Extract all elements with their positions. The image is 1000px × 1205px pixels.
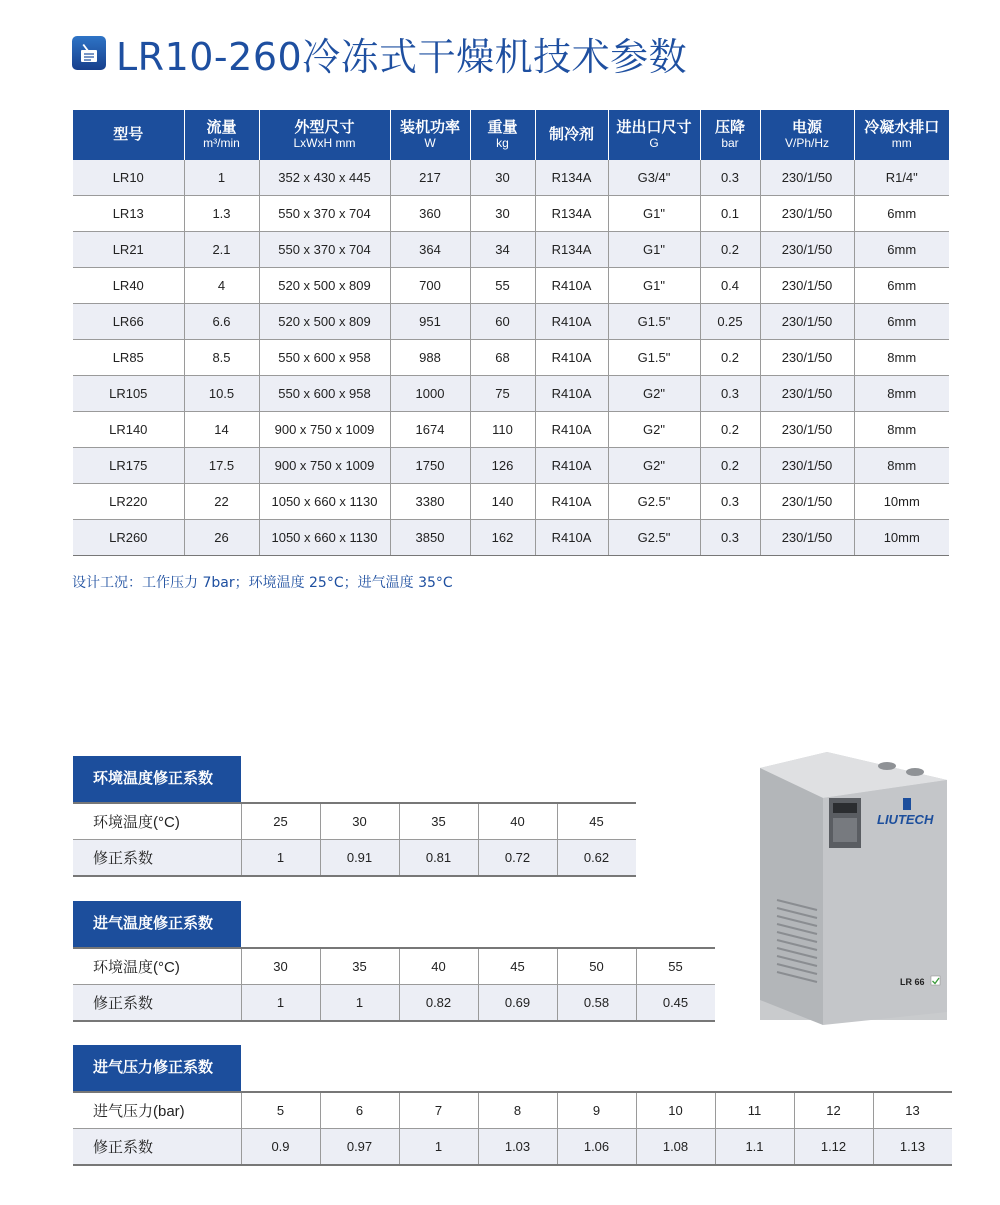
table-cell: 520 x 500 x 809: [259, 268, 390, 304]
table-cell: 352 x 430 x 445: [259, 160, 390, 196]
correction-row: [73, 1129, 952, 1166]
table-cell: 360: [390, 196, 470, 232]
table-cell: G2.5": [608, 484, 700, 520]
table-cell: R410A: [535, 412, 608, 448]
correction-row: [73, 1092, 952, 1129]
table-cell: 6mm: [854, 232, 949, 268]
table-cell: 1050 x 660 x 1130: [259, 520, 390, 556]
spec-header-sub: V/Ph/Hz: [784, 135, 829, 150]
table-row: [73, 340, 949, 376]
table-cell: 8.5: [184, 340, 259, 376]
spec-header-0: [73, 110, 184, 160]
table-cell: 126: [470, 448, 535, 484]
table-cell: 0.3: [700, 376, 760, 412]
correction-cell: 1: [241, 840, 320, 877]
table-cell: R410A: [535, 340, 608, 376]
table-cell: 8mm: [854, 412, 949, 448]
spec-header-sub: W: [424, 135, 436, 150]
table-cell: G2.5": [608, 520, 700, 556]
table-cell: 550 x 600 x 958: [259, 376, 390, 412]
table-cell: 4: [184, 268, 259, 304]
correction-cell: 1.06: [557, 1129, 636, 1166]
table-cell: R410A: [535, 448, 608, 484]
table-cell: 14: [184, 412, 259, 448]
model-label: LR 66: [900, 977, 925, 987]
table-cell: 364: [390, 232, 470, 268]
correction-cell: 0.45: [636, 985, 715, 1022]
table-cell: 230/1/50: [760, 232, 854, 268]
correction-cell: 50: [557, 948, 636, 985]
table-cell: LR21: [73, 232, 184, 268]
table-cell: 230/1/50: [760, 484, 854, 520]
inlet-pressure-correction: [73, 1045, 952, 1166]
correction-cell: 7: [399, 1092, 478, 1129]
table-cell: 1674: [390, 412, 470, 448]
correction-cell: 1.13: [873, 1129, 952, 1166]
table-cell: 988: [390, 340, 470, 376]
correction-table: [73, 1091, 952, 1166]
correction-cell: 0.81: [399, 840, 478, 877]
table-cell: 1050 x 660 x 1130: [259, 484, 390, 520]
spec-header-main: 压降: [714, 119, 745, 137]
table-cell: LR220: [73, 484, 184, 520]
table-cell: 1.3: [184, 196, 259, 232]
document-pen-icon: [72, 36, 106, 70]
correction-row: [73, 985, 715, 1022]
table-cell: 217: [390, 160, 470, 196]
spec-header-main: 装机功率: [399, 119, 460, 137]
table-cell: 550 x 370 x 704: [259, 196, 390, 232]
table-cell: 26: [184, 520, 259, 556]
table-cell: LR175: [73, 448, 184, 484]
table-cell: 10.5: [184, 376, 259, 412]
spec-header-8: [760, 110, 854, 160]
table-cell: 0.3: [700, 484, 760, 520]
table-cell: R410A: [535, 268, 608, 304]
correction-cell: 0.58: [557, 985, 636, 1022]
table-cell: 8mm: [854, 448, 949, 484]
table-cell: 230/1/50: [760, 376, 854, 412]
correction-cell: 8: [478, 1092, 557, 1129]
table-cell: G1.5": [608, 304, 700, 340]
table-row: [73, 484, 949, 520]
table-cell: G2": [608, 448, 700, 484]
correction-row-label: 进气压力(bar): [73, 1092, 241, 1129]
spec-header-9: [854, 110, 949, 160]
spec-header-main: 进出口尺寸: [616, 119, 692, 137]
table-cell: R410A: [535, 520, 608, 556]
correction-cell: 0.82: [399, 985, 478, 1022]
table-cell: LR66: [73, 304, 184, 340]
table-cell: 10mm: [854, 484, 949, 520]
table-cell: 900 x 750 x 1009: [259, 448, 390, 484]
table-cell: R134A: [535, 232, 608, 268]
table-cell: 17.5: [184, 448, 259, 484]
table-cell: 550 x 600 x 958: [259, 340, 390, 376]
spec-header-main: 冷凝水排口: [864, 119, 940, 137]
table-cell: 0.2: [700, 232, 760, 268]
table-row: [73, 232, 949, 268]
table-cell: 0.4: [700, 268, 760, 304]
table-cell: 140: [470, 484, 535, 520]
table-cell: 68: [470, 340, 535, 376]
correction-title: 进气压力修正系数: [73, 1045, 241, 1091]
inlet-temp-correction: [73, 901, 715, 1022]
table-cell: 8mm: [854, 340, 949, 376]
product-image: [755, 750, 965, 1025]
correction-cell: 0.91: [320, 840, 399, 877]
table-cell: 230/1/50: [760, 160, 854, 196]
correction-cell: 40: [478, 803, 557, 840]
correction-row-label: 环境温度(°C): [73, 948, 241, 985]
table-cell: LR85: [73, 340, 184, 376]
correction-cell: 6: [320, 1092, 399, 1129]
table-cell: 6mm: [854, 268, 949, 304]
correction-title: 环境温度修正系数: [73, 756, 241, 802]
table-cell: R134A: [535, 160, 608, 196]
table-cell: 162: [470, 520, 535, 556]
correction-cell: 12: [794, 1092, 873, 1129]
correction-cell: 30: [241, 948, 320, 985]
table-cell: 2.1: [184, 232, 259, 268]
table-row: [73, 160, 949, 196]
spec-header-main: 外型尺寸: [294, 119, 355, 137]
table-cell: LR140: [73, 412, 184, 448]
table-cell: G1": [608, 268, 700, 304]
table-cell: R134A: [535, 196, 608, 232]
table-cell: 10mm: [854, 520, 949, 556]
brand-logo: LIUTECH: [877, 812, 934, 827]
table-cell: 0.2: [700, 340, 760, 376]
table-cell: 75: [470, 376, 535, 412]
table-cell: 34: [470, 232, 535, 268]
table-cell: G1": [608, 196, 700, 232]
table-row: [73, 196, 949, 232]
spec-header-main: 型号: [113, 126, 144, 144]
correction-row: [73, 948, 715, 985]
correction-cell: 40: [399, 948, 478, 985]
table-cell: 55: [470, 268, 535, 304]
table-row: [73, 412, 949, 448]
correction-cell: 10: [636, 1092, 715, 1129]
spec-header-sub: kg: [496, 135, 509, 150]
correction-cell: 0.69: [478, 985, 557, 1022]
spec-header-1: [184, 110, 259, 160]
table-cell: 1000: [390, 376, 470, 412]
correction-cell: 25: [241, 803, 320, 840]
spec-header-6: [608, 110, 700, 160]
table-cell: 0.2: [700, 412, 760, 448]
correction-cell: 35: [399, 803, 478, 840]
table-cell: LR40: [73, 268, 184, 304]
correction-cell: 0.62: [557, 840, 636, 877]
table-row: [73, 268, 949, 304]
table-cell: LR13: [73, 196, 184, 232]
table-cell: 951: [390, 304, 470, 340]
table-cell: 230/1/50: [760, 196, 854, 232]
spec-header-main: 流量: [206, 119, 237, 137]
correction-title: 进气温度修正系数: [73, 901, 241, 947]
correction-row-label: 环境温度(°C): [73, 803, 241, 840]
correction-cell: 11: [715, 1092, 794, 1129]
table-cell: R410A: [535, 304, 608, 340]
correction-cell: 1.03: [478, 1129, 557, 1166]
table-row: [73, 448, 949, 484]
table-cell: G2": [608, 376, 700, 412]
correction-cell: 1: [399, 1129, 478, 1166]
page-title: LR10-260冷冻式干燥机技术参数: [116, 34, 688, 79]
table-cell: G1": [608, 232, 700, 268]
table-row: [73, 376, 949, 412]
correction-row: [73, 803, 636, 840]
correction-cell: 0.97: [320, 1129, 399, 1166]
spec-header-4: [470, 110, 535, 160]
table-cell: 520 x 500 x 809: [259, 304, 390, 340]
spec-header-3: [390, 110, 470, 160]
correction-cell: 1.12: [794, 1129, 873, 1166]
table-cell: 0.1: [700, 196, 760, 232]
table-row: [73, 520, 949, 556]
table-cell: 0.25: [700, 304, 760, 340]
spec-table: [73, 110, 949, 556]
table-cell: G1.5": [608, 340, 700, 376]
spec-header-2: [259, 110, 390, 160]
table-cell: 230/1/50: [760, 448, 854, 484]
correction-cell: 5: [241, 1092, 320, 1129]
correction-row-label: 修正系数: [73, 985, 241, 1022]
spec-header-5: [535, 110, 608, 160]
design-conditions-note: 设计工况：工作压力 7bar；环境温度 25°C；进气温度 35°C: [72, 575, 453, 591]
correction-cell: 1: [320, 985, 399, 1022]
spec-header-row: [73, 110, 949, 160]
correction-cell: 35: [320, 948, 399, 985]
correction-cell: 1: [241, 985, 320, 1022]
correction-cell: 0.9: [241, 1129, 320, 1166]
spec-header-sub: LxWxH mm: [293, 135, 356, 150]
table-cell: 1750: [390, 448, 470, 484]
spec-header-7: [700, 110, 760, 160]
correction-row-label: 修正系数: [73, 840, 241, 877]
table-cell: R1/4": [854, 160, 949, 196]
table-cell: G2": [608, 412, 700, 448]
table-cell: 230/1/50: [760, 304, 854, 340]
table-cell: 3380: [390, 484, 470, 520]
table-cell: LR260: [73, 520, 184, 556]
spec-header-sub: G: [649, 135, 659, 150]
correction-cell: 0.72: [478, 840, 557, 877]
correction-cell: 45: [478, 948, 557, 985]
ambient-temp-correction: [73, 756, 636, 877]
correction-cell: 13: [873, 1092, 952, 1129]
table-cell: 0.3: [700, 520, 760, 556]
spec-header-main: 电源: [791, 119, 822, 137]
table-cell: 0.3: [700, 160, 760, 196]
table-cell: 0.2: [700, 448, 760, 484]
table-cell: 30: [470, 160, 535, 196]
table-cell: 230/1/50: [760, 520, 854, 556]
table-cell: 550 x 370 x 704: [259, 232, 390, 268]
correction-cell: 1.1: [715, 1129, 794, 1166]
table-cell: 230/1/50: [760, 340, 854, 376]
correction-table: [73, 802, 636, 877]
table-cell: R410A: [535, 376, 608, 412]
page-title-row: [72, 28, 687, 78]
table-cell: R410A: [535, 484, 608, 520]
table-row: [73, 304, 949, 340]
spec-header-sub: bar: [721, 135, 739, 150]
table-cell: 6mm: [854, 196, 949, 232]
correction-cell: 9: [557, 1092, 636, 1129]
table-cell: G3/4": [608, 160, 700, 196]
correction-cell: 30: [320, 803, 399, 840]
table-cell: 700: [390, 268, 470, 304]
table-cell: 3850: [390, 520, 470, 556]
correction-cell: 1.08: [636, 1129, 715, 1166]
correction-table: [73, 947, 715, 1022]
table-cell: 8mm: [854, 376, 949, 412]
table-cell: 1: [184, 160, 259, 196]
table-cell: 30: [470, 196, 535, 232]
spec-header-main: 制冷剂: [548, 126, 594, 144]
table-cell: 230/1/50: [760, 268, 854, 304]
table-cell: 6.6: [184, 304, 259, 340]
table-cell: 230/1/50: [760, 412, 854, 448]
table-cell: LR10: [73, 160, 184, 196]
table-cell: 6mm: [854, 304, 949, 340]
correction-row: [73, 840, 636, 877]
spec-header-main: 重量: [487, 119, 518, 137]
table-cell: 60: [470, 304, 535, 340]
table-cell: 900 x 750 x 1009: [259, 412, 390, 448]
spec-body: [73, 160, 949, 556]
table-cell: 110: [470, 412, 535, 448]
table-cell: LR105: [73, 376, 184, 412]
correction-cell: 45: [557, 803, 636, 840]
correction-row-label: 修正系数: [73, 1129, 241, 1166]
spec-header-sub: mm: [891, 135, 912, 150]
correction-cell: 55: [636, 948, 715, 985]
spec-header-sub: m³/min: [203, 135, 240, 150]
table-cell: 22: [184, 484, 259, 520]
